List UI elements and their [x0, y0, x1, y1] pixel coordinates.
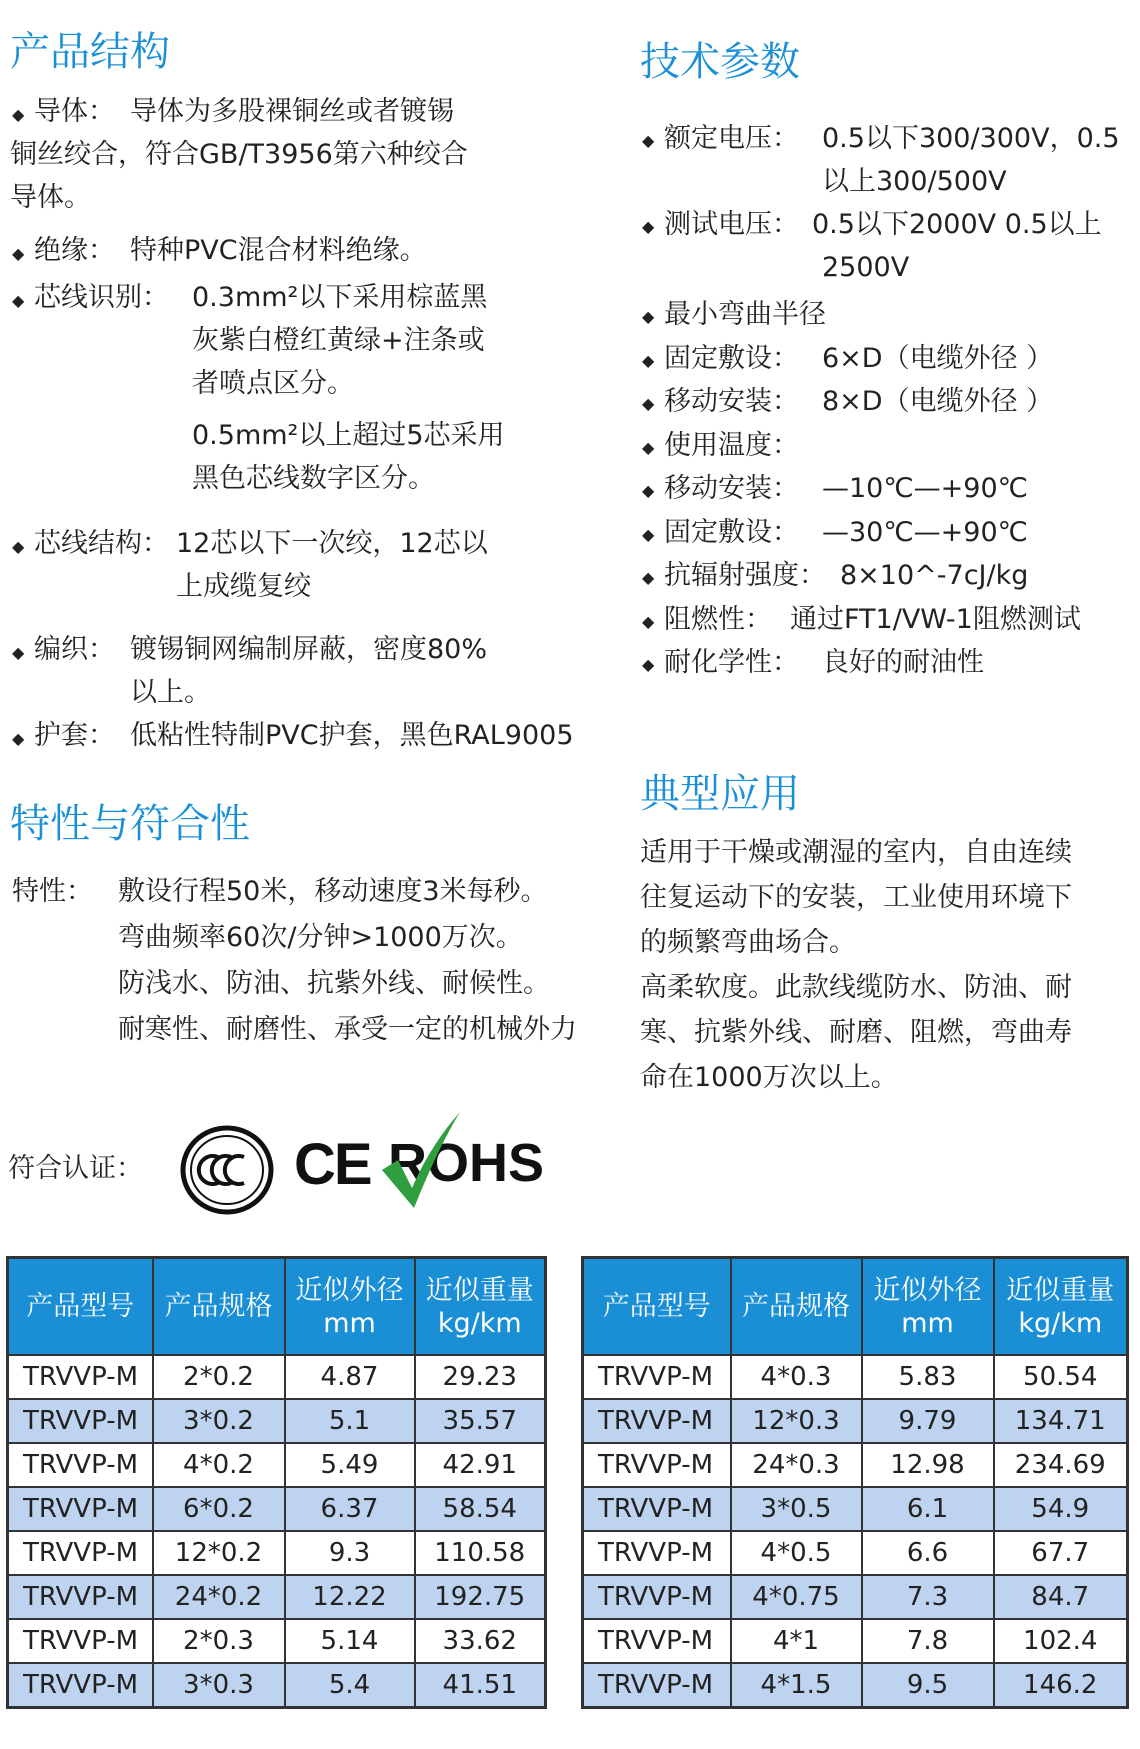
conductor-text-3: 导体。 — [10, 182, 91, 213]
cell-diameter: 5.14 — [285, 1619, 415, 1663]
test-voltage-text-1: 0.5以下2000V 0.5以上 — [812, 209, 1102, 240]
cell-diameter: 12.22 — [285, 1575, 415, 1619]
cell-model: TRVVP-M — [8, 1443, 153, 1487]
flame-label: 阻燃性： — [664, 604, 772, 635]
application-line-3: 的频繁弯曲场合。 — [640, 927, 856, 958]
test-voltage-text-2: 2500V — [822, 252, 910, 283]
header-diameter — [285, 1258, 415, 1356]
table-row — [8, 1619, 546, 1663]
braid-text-2: 以上。 — [130, 677, 211, 708]
table-row — [8, 1399, 546, 1443]
bullet-icon: ◆ — [642, 525, 655, 544]
application-line-4: 高柔软度。此款线缆防水、防油、耐 — [640, 972, 1072, 1003]
cell-model: TRVVP-M — [8, 1399, 153, 1443]
table-row — [8, 1443, 546, 1487]
cell-weight: 35.57 — [415, 1399, 546, 1443]
header-diameter-name: 近似外径 — [295, 1274, 404, 1306]
temp-fixed-text: —30℃—+90℃ — [822, 517, 1028, 548]
cell-weight: 84.7 — [994, 1575, 1128, 1619]
cell-model: TRVVP-M — [583, 1619, 731, 1663]
mobile-install-label: 移动安装： — [664, 386, 799, 417]
cell-spec: 2*0.3 — [153, 1619, 285, 1663]
table-header-row — [583, 1258, 1128, 1356]
mobile-install-text: 8×D（电缆外径 ） — [822, 386, 1054, 417]
conductor-text-1: 导体为多股裸铜丝或者镀锡 — [130, 96, 454, 127]
cell-diameter: 7.8 — [862, 1619, 994, 1663]
min-bend-label: 最小弯曲半径 — [664, 299, 826, 330]
header-weight-unit: kg/km — [437, 1307, 522, 1339]
table-row — [8, 1531, 546, 1575]
chemical-text: 良好的耐油性 — [822, 647, 984, 678]
bullet-icon: ◆ — [642, 307, 655, 326]
table-row — [583, 1575, 1128, 1619]
core-id-text-3: 者喷点区分。 — [192, 368, 354, 399]
conductor-label: 导体： — [34, 96, 115, 127]
cell-spec: 24*0.2 — [153, 1575, 285, 1619]
header-model: 产品型号 — [8, 1258, 153, 1356]
cell-weight: 50.54 — [994, 1355, 1128, 1399]
spec-table-right — [581, 1256, 1129, 1709]
cell-spec: 4*0.75 — [731, 1575, 862, 1619]
cell-spec: 2*0.2 — [153, 1355, 285, 1399]
cell-diameter: 4.87 — [285, 1355, 415, 1399]
rated-voltage-label: 额定电压： — [664, 123, 799, 154]
bullet-icon: ◆ — [642, 217, 655, 236]
radiation-text: 8×10^-7cJ/kg — [840, 560, 1029, 591]
green-check-icon — [378, 1108, 468, 1208]
features-title: 特性与符合性 — [10, 801, 250, 847]
tech-title: 技术参数 — [640, 39, 800, 85]
cell-diameter: 6.6 — [862, 1531, 994, 1575]
ccc-text: CCC — [227, 1113, 230, 1114]
certification-label: 符合认证： — [8, 1153, 143, 1184]
cell-spec: 4*0.3 — [731, 1355, 862, 1399]
cell-diameter: 9.79 — [862, 1399, 994, 1443]
cell-weight: 41.51 — [415, 1663, 546, 1708]
braid-label: 编织： — [34, 634, 115, 665]
cell-model: TRVVP-M — [583, 1531, 731, 1575]
temp-fixed-label: 固定敷设： — [664, 517, 799, 548]
core-id-text-5: 黑色芯线数字区分。 — [192, 463, 435, 494]
table-row — [583, 1399, 1128, 1443]
application-line-5: 寒、抗紫外线、耐磨、阻燃，弯曲寿 — [640, 1017, 1072, 1048]
application-line-2: 往复运动下的安装，工业使用环境下 — [640, 882, 1072, 913]
features-label: 特性： — [12, 876, 93, 907]
header-spec: 产品规格 — [731, 1258, 862, 1356]
cell-diameter: 7.3 — [862, 1575, 994, 1619]
cell-model: TRVVP-M — [8, 1487, 153, 1531]
cell-spec: 4*1.5 — [731, 1663, 862, 1708]
header-diameter-unit: mm — [323, 1307, 376, 1339]
rohs-mark — [378, 1108, 548, 1208]
insulation-text: 特种PVC混合材料绝缘。 — [130, 235, 427, 266]
cell-model: TRVVP-M — [8, 1355, 153, 1399]
cell-model: TRVVP-M — [583, 1575, 731, 1619]
features-line-4: 耐寒性、耐磨性、承受一定的机械外力 — [118, 1014, 577, 1045]
header-model: 产品型号 — [583, 1258, 731, 1356]
bullet-icon: ◆ — [642, 655, 655, 674]
header-weight — [415, 1258, 546, 1356]
core-id-label: 芯线识别： — [34, 282, 169, 313]
cell-weight: 33.62 — [415, 1619, 546, 1663]
chemical-label: 耐化学性： — [664, 647, 799, 678]
table-row — [583, 1619, 1128, 1663]
cell-spec: 12*0.2 — [153, 1531, 285, 1575]
cell-diameter: 9.5 — [862, 1663, 994, 1708]
cell-spec: 4*1 — [731, 1619, 862, 1663]
cell-weight: 67.7 — [994, 1531, 1128, 1575]
cell-diameter: 5.49 — [285, 1443, 415, 1487]
cell-spec: 3*0.2 — [153, 1399, 285, 1443]
bullet-icon: ◆ — [642, 438, 655, 457]
conductor-text-2: 铜丝绞合，符合GB/T3956第六种绞合 — [10, 139, 468, 170]
cell-model: TRVVP-M — [583, 1355, 731, 1399]
table-row — [583, 1487, 1128, 1531]
bullet-icon: ◆ — [12, 244, 25, 263]
cell-weight: 134.71 — [994, 1399, 1128, 1443]
header-weight — [994, 1258, 1128, 1356]
rated-voltage-text-1: 0.5以下300/300V，0.5 — [822, 123, 1120, 154]
cell-weight: 192.75 — [415, 1575, 546, 1619]
table-header-row — [8, 1258, 546, 1356]
rohs-text: ROHS — [388, 1133, 545, 1193]
rated-voltage-text-2: 以上300/500V — [822, 166, 1007, 197]
table-row — [8, 1487, 546, 1531]
table-row — [583, 1663, 1128, 1708]
cell-diameter: 5.1 — [285, 1399, 415, 1443]
bullet-icon: ◆ — [642, 394, 655, 413]
bullet-icon: ◆ — [642, 351, 655, 370]
cell-spec: 3*0.5 — [731, 1487, 862, 1531]
features-line-1: 敷设行程50米，移动速度3米每秒。 — [118, 876, 548, 907]
cell-spec: 12*0.3 — [731, 1399, 862, 1443]
cell-spec: 24*0.3 — [731, 1443, 862, 1487]
cell-diameter: 9.3 — [285, 1531, 415, 1575]
cell-weight: 42.91 — [415, 1443, 546, 1487]
header-spec: 产品规格 — [153, 1258, 285, 1356]
bullet-icon: ◆ — [642, 568, 655, 587]
core-id-text-1: 0.3mm²以下采用棕蓝黑 — [192, 282, 488, 313]
cell-model: TRVVP-M — [8, 1663, 153, 1708]
header-diameter-name: 近似外径 — [873, 1274, 982, 1306]
bullet-icon: ◆ — [642, 612, 655, 631]
table-row — [8, 1575, 546, 1619]
cell-model: TRVVP-M — [583, 1663, 731, 1708]
cell-weight: 146.2 — [994, 1663, 1128, 1708]
table-row — [583, 1355, 1128, 1399]
bullet-icon: ◆ — [12, 643, 25, 662]
bullet-icon: ◆ — [642, 481, 655, 500]
ccc-logo-icon — [180, 1113, 274, 1217]
temp-mobile-label: 移动安装： — [664, 473, 799, 504]
fixed-laying-label: 固定敷设： — [664, 343, 799, 374]
header-diameter-unit: mm — [901, 1307, 954, 1339]
bullet-icon: ◆ — [642, 131, 655, 150]
braid-text-1: 镀锡铜网编制屏蔽，密度80% — [130, 634, 488, 665]
table-row — [8, 1663, 546, 1708]
cell-diameter: 6.1 — [862, 1487, 994, 1531]
cell-diameter: 5.83 — [862, 1355, 994, 1399]
jacket-text: 低粘性特制PVC护套，黑色RAL9005 — [130, 720, 574, 751]
fixed-laying-text: 6×D（电缆外径 ） — [822, 343, 1054, 374]
application-text — [640, 830, 1072, 1100]
cell-weight: 29.23 — [415, 1355, 546, 1399]
table-row — [583, 1531, 1128, 1575]
radiation-label: 抗辐射强度： — [664, 560, 826, 591]
cell-weight: 54.9 — [994, 1487, 1128, 1531]
cell-diameter: 5.4 — [285, 1663, 415, 1708]
cell-weight: 234.69 — [994, 1443, 1128, 1487]
bullet-icon: ◆ — [12, 729, 25, 748]
structure-title: 产品结构 — [10, 29, 170, 75]
core-id-text-4: 0.5mm²以上超过5芯采用 — [192, 420, 505, 451]
bullet-icon: ◆ — [12, 291, 25, 310]
cell-spec: 6*0.2 — [153, 1487, 285, 1531]
spec-table-left — [6, 1256, 547, 1709]
application-line-6: 命在1000万次以上。 — [640, 1062, 898, 1093]
cell-model: TRVVP-M — [583, 1487, 731, 1531]
jacket-label: 护套： — [34, 720, 115, 751]
bullet-icon: ◆ — [12, 537, 25, 556]
cell-weight: 102.4 — [994, 1619, 1128, 1663]
core-id-text-2: 灰紫白橙红黄绿+注条或 — [192, 325, 485, 356]
core-structure-label: 芯线结构： — [34, 528, 169, 559]
cell-diameter: 12.98 — [862, 1443, 994, 1487]
header-weight-name: 近似重量 — [425, 1274, 534, 1306]
cell-weight: 58.54 — [415, 1487, 546, 1531]
table-row — [583, 1443, 1128, 1487]
features-line-2: 弯曲频率60次/分钟>1000万次。 — [118, 922, 523, 953]
cell-model: TRVVP-M — [8, 1575, 153, 1619]
cell-model: TRVVP-M — [8, 1619, 153, 1663]
insulation-label: 绝缘： — [34, 235, 115, 266]
cell-spec: 4*0.2 — [153, 1443, 285, 1487]
temp-label: 使用温度： — [664, 430, 799, 461]
header-weight-unit: kg/km — [1018, 1307, 1103, 1339]
header-weight-name: 近似重量 — [1006, 1274, 1115, 1306]
header-diameter — [862, 1258, 994, 1356]
cell-spec: 3*0.3 — [153, 1663, 285, 1708]
table-row — [8, 1355, 546, 1399]
application-line-1: 适用于干燥或潮湿的室内，自由连续 — [640, 837, 1072, 868]
flame-text: 通过FT1/VW-1阻燃测试 — [790, 604, 1081, 635]
temp-mobile-text: —10℃—+90℃ — [822, 473, 1028, 504]
core-structure-text-2: 上成缆复绞 — [176, 571, 311, 602]
test-voltage-label: 测试电压： — [664, 209, 799, 240]
bullet-icon: ◆ — [12, 105, 25, 124]
cell-model: TRVVP-M — [8, 1531, 153, 1575]
features-line-3: 防浅水、防油、抗紫外线、耐候性。 — [118, 968, 550, 999]
cell-model: TRVVP-M — [583, 1443, 731, 1487]
core-structure-text-1: 12芯以下一次绞，12芯以 — [176, 528, 488, 559]
cell-model: TRVVP-M — [583, 1399, 731, 1443]
ce-mark: CE — [294, 1132, 371, 1197]
cell-spec: 4*0.5 — [731, 1531, 862, 1575]
cell-weight: 110.58 — [415, 1531, 546, 1575]
application-title: 典型应用 — [640, 771, 800, 817]
cell-diameter: 6.37 — [285, 1487, 415, 1531]
